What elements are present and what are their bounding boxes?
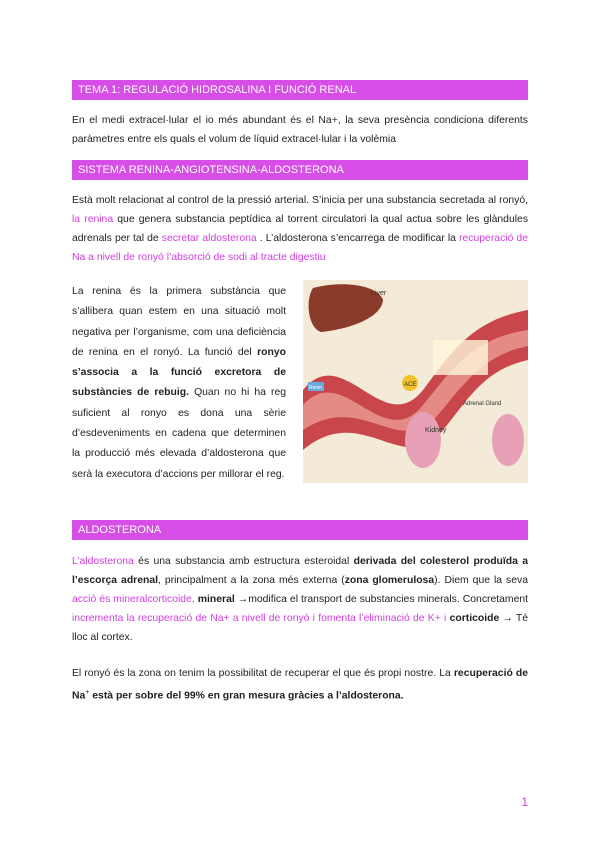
intro-paragraph: En el medi extracel·lular el io més abundant és el Na+, la seva presència condiciona diferents paràmetres entre els quals el volum de líquid extracel·lular i la volèmia	[72, 115, 528, 145]
bold-span: corticoide	[449, 613, 500, 624]
text-span: Està molt relacionat al control de la pressió arterial. S’inicia per una substancia secretada al ronyó,	[72, 195, 528, 206]
renin-label: Renin	[309, 385, 323, 391]
bold-span: zona glomerulosa	[344, 575, 435, 586]
text-span: . L’aldosterona s’encarrega de modificar la	[259, 233, 456, 244]
section-title-aldosterona: ALDOSTERONA	[72, 520, 528, 540]
text-span: →modifica el transport de substancies minerals. Concretament	[237, 594, 529, 605]
kidney-label: Kidney	[425, 427, 447, 434]
text-span: ). Diem que la seva	[434, 575, 529, 586]
text-span: que genera substancia peptídica al torrent circulatori la qual actua sobre les glàndules adrenals per tal de	[72, 214, 529, 244]
superscript: +	[85, 689, 90, 696]
page-number: 1	[521, 795, 528, 809]
ace-label: ACE	[404, 382, 417, 388]
kidney-left-shape	[405, 412, 441, 468]
sraa-paragraph-1	[72, 191, 528, 267]
kidney-right-shape	[492, 414, 524, 466]
bold-span: derivada del colesterol produïda a l’escorça adrenal	[72, 556, 529, 586]
aldosterona-paragraph-1	[72, 552, 528, 647]
raas-illustration	[303, 280, 528, 483]
aldosterona-paragraph-2	[72, 664, 528, 705]
section-title-sraa: SISTEMA RENINA-ANGIOTENSINA-ALDOSTERONA	[72, 160, 528, 180]
bold-span: mineral	[197, 594, 235, 605]
highlight-recuperacio: recuperació de Na a nivell de ronyó l’absorció de sodi al tracte digestiu	[72, 233, 528, 263]
liver-label: Liver	[371, 290, 387, 297]
highlight-aldosterona: L’aldosterona	[72, 556, 134, 567]
text-span: El ronyó és la zona on tenim la possibilitat de recuperar el que és propi nostre. La	[72, 668, 451, 679]
text-span: → Té lloc al cortex.	[72, 613, 529, 643]
text-span: és una substancia amb estructura esteroidal	[138, 556, 350, 567]
highlight-renina: la renina	[72, 214, 114, 225]
text-span: , principalment a la zona més externa (	[158, 575, 345, 586]
bold-span: està per sobre del 99% en gran mesura gràcies a l’aldosterona.	[92, 690, 404, 702]
highlight-secretar: secretar aldosterona	[161, 233, 257, 244]
bold-span: ronyo s’associa a la funció excretora de substàncies de rebuig.	[72, 346, 287, 399]
sraa-paragraph-2	[72, 282, 286, 485]
highlight-na-k: incrementa la recuperació de Na+ a nivell de ronyó i fomenta l’eliminació de K+ i	[72, 613, 447, 624]
text-span: La renina és la primera substància que s’allibera quan estem en una situació molt negativa per l’organisme, com una deficiència de renina en el ronyó. La funció del	[72, 286, 286, 358]
highlight-mineral: acció és mineralcorticoide,	[72, 594, 195, 605]
adrenal-label: Adrenal Gland	[463, 401, 502, 407]
section-title-tema1: TEMA 1: REGULACIÓ HIDROSALINA I FUNCIÓ RENAL	[72, 80, 528, 100]
bold-span: recuperació de Na	[72, 668, 529, 702]
text-span: Quan no hi ha reg suficient al ronyo es dona una sèrie d’esdeveniments en cadena que determinen la producció més elevada d’aldosterona que serà la executora d’accions per millorar el reg.	[72, 387, 286, 480]
